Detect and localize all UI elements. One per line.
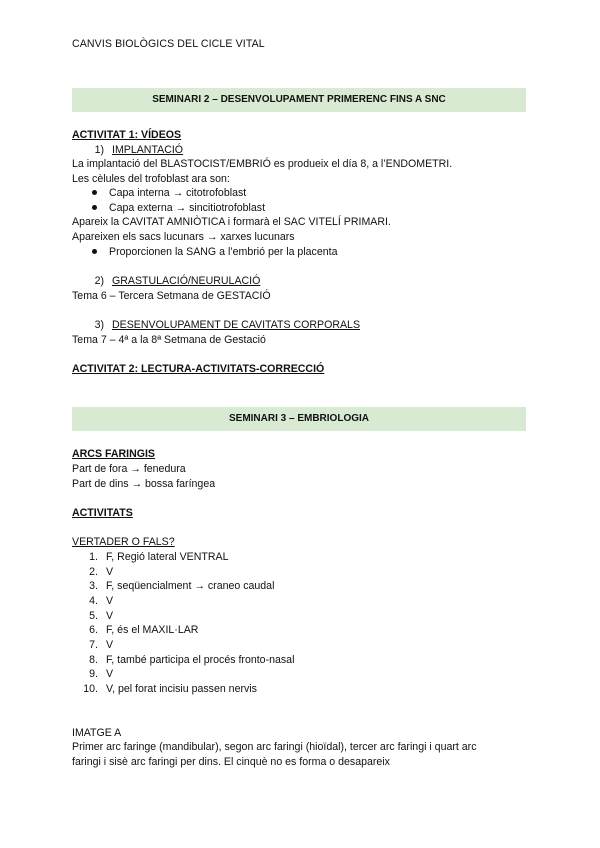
activitats-heading: ACTIVITATS bbox=[72, 507, 133, 519]
true-false-heading: VERTADER O FALS? bbox=[72, 536, 175, 548]
list-item-number: 8. bbox=[89, 654, 98, 666]
list-item bbox=[80, 594, 113, 609]
arcs-line2: Part de dins → bossa faríngea bbox=[72, 478, 216, 490]
list-item-text: F, també participa el procés fronto-nasal bbox=[106, 654, 295, 666]
bullet-dot-icon bbox=[92, 249, 97, 254]
list-item bbox=[80, 609, 113, 624]
list-item-number: 3. bbox=[89, 580, 98, 592]
image-a-line2: faringi i sisè arc faringi per dins. El cinquè no es forma o desapareix bbox=[72, 756, 390, 768]
bullet-dot-icon bbox=[92, 190, 97, 195]
list-item bbox=[80, 579, 274, 594]
section3-number: 3) bbox=[94, 319, 104, 331]
list-item bbox=[80, 653, 294, 668]
list-item-number: 9. bbox=[89, 668, 98, 680]
section1-title: IMPLANTACIÓ bbox=[112, 144, 184, 156]
list-item-text: V bbox=[106, 610, 114, 622]
list-item bbox=[80, 682, 257, 697]
list-item-number: 10. bbox=[83, 683, 98, 695]
bullet-text: Capa externa → sincitiotrofoblast bbox=[109, 202, 266, 214]
section2-number: 2) bbox=[94, 275, 104, 287]
section3-title: DESENVOLUPAMENT DE CAVITATS CORPORALS bbox=[112, 319, 361, 331]
bullet-dot-icon bbox=[92, 205, 97, 210]
section2-line1: Tema 6 – Tercera Setmana de GESTACIÓ bbox=[72, 290, 271, 302]
list-item-text: V bbox=[106, 595, 114, 607]
image-a-heading: IMATGE A bbox=[72, 727, 122, 739]
section3-line1: Tema 7 – 4ª a la 8ª Setmana de Gestació bbox=[72, 334, 266, 346]
list-item-number: 5. bbox=[89, 610, 98, 622]
list-item-number: 4. bbox=[89, 595, 98, 607]
image-a-line1: Primer arc faringe (mandibular), segon arc faringi (hioïdal), tercer arc faringi i quart arc bbox=[72, 741, 477, 753]
list-item-text: V, pel forat incisiu passen nervis bbox=[106, 683, 257, 695]
bullet-item bbox=[92, 245, 337, 260]
implantation-line4: Apareixen els sacs lucunars → xarxes lucunars bbox=[72, 231, 295, 243]
seminar3-band bbox=[72, 407, 526, 431]
list-item-number: 7. bbox=[89, 639, 98, 651]
list-item bbox=[80, 565, 113, 580]
list-item-text: F, Regió lateral VENTRAL bbox=[106, 551, 229, 563]
list-item bbox=[80, 667, 113, 682]
seminar3-title: SEMINARI 3 – EMBRIOLOGIA bbox=[228, 412, 369, 424]
section3-heading bbox=[90, 318, 360, 333]
list-item bbox=[80, 623, 198, 638]
list-item-text: V bbox=[106, 668, 114, 680]
activity1-heading: ACTIVITAT 1: VÍDEOS bbox=[72, 129, 182, 141]
implantation-line2: Les cèlules del trofoblast ara son: bbox=[72, 173, 230, 185]
activity2-heading: ACTIVITAT 2: LECTURA-ACTIVITATS-CORRECCIÓ bbox=[72, 363, 325, 375]
section1-heading bbox=[90, 143, 183, 158]
list-item-text: V bbox=[106, 639, 114, 651]
section2-title: GRASTULACIÓ/NEURULACIÓ bbox=[112, 275, 261, 287]
arcs-heading: ARCS FARINGIS bbox=[72, 448, 155, 460]
list-item bbox=[80, 638, 113, 653]
bullet-item bbox=[92, 201, 265, 216]
bullet-item bbox=[92, 186, 246, 201]
document-header-title: CANVIS BIOLÒGICS DEL CICLE VITAL bbox=[72, 38, 265, 50]
implantation-line1: La implantació del BLASTOCIST/EMBRIÓ es produeix el día 8, a l’ENDOMETRI. bbox=[72, 158, 453, 170]
list-item-number: 6. bbox=[89, 624, 98, 636]
bullet-text: Capa interna → citotrofoblast bbox=[109, 187, 247, 199]
seminar2-title: SEMINARI 2 – DESENVOLUPAMENT PRIMERENC FINS A SNC bbox=[152, 93, 446, 105]
seminar2-band bbox=[72, 88, 526, 112]
implantation-line3: Apareix la CAVITAT AMNIÒTICA i formarà el SAC VITELÍ PRIMARI. bbox=[72, 216, 391, 228]
list-item-number: 2. bbox=[89, 566, 98, 578]
list-item-text: F, és el MAXIL·LAR bbox=[106, 624, 199, 636]
section2-heading bbox=[90, 274, 260, 289]
list-item bbox=[80, 550, 228, 565]
list-item-number: 1. bbox=[89, 551, 98, 563]
arcs-line1: Part de fora → fenedura bbox=[72, 463, 186, 475]
section1-number: 1) bbox=[94, 144, 104, 156]
list-item-text: V bbox=[106, 566, 114, 578]
list-item-text: F, seqüencialment → craneo caudal bbox=[106, 580, 275, 592]
bullet-text: Proporcionen la SANG a l’embrió per la placenta bbox=[109, 246, 338, 258]
